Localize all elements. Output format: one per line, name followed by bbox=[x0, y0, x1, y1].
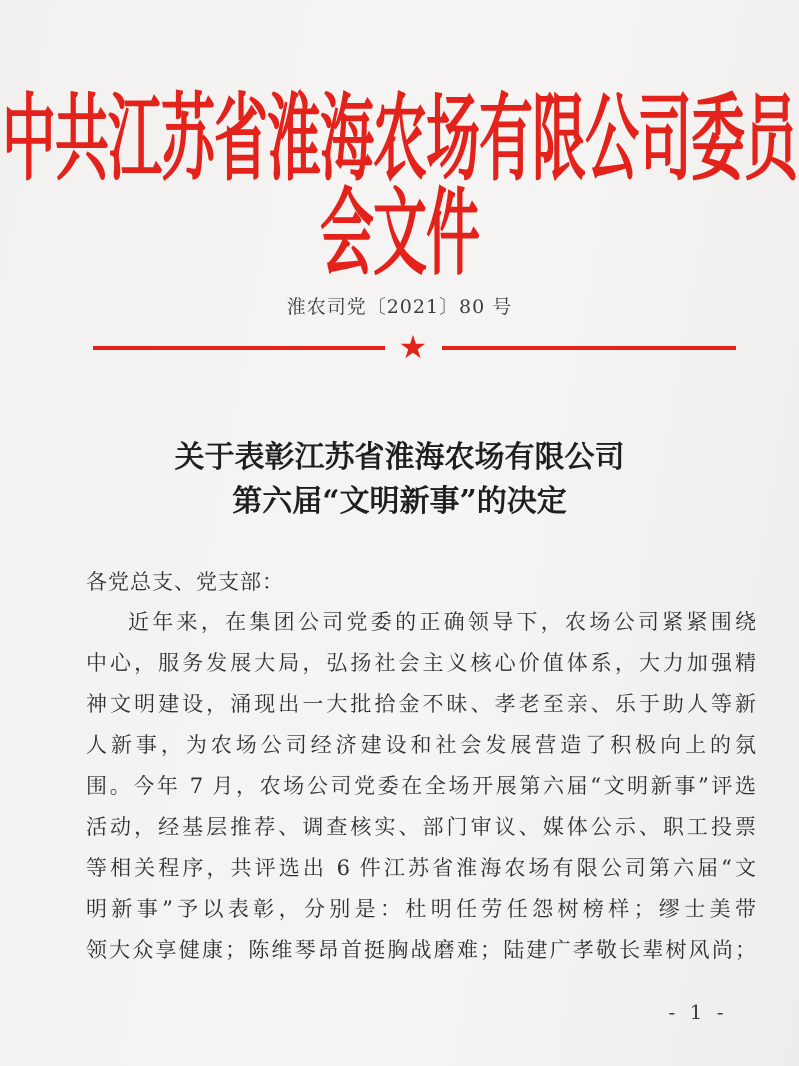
red-rule-right bbox=[442, 346, 736, 350]
document-title-line-2: 第六届“文明新事”的决定 bbox=[232, 484, 567, 519]
document-number: 淮农司党〔2021〕80 号 bbox=[286, 296, 513, 318]
document-title-line-1: 关于表彰江苏省淮海农场有限公司 bbox=[174, 440, 625, 475]
body-line: 领大众享健康；陈维琴昂首挺胸战磨难；陆建广孝敬长辈树风尚； bbox=[86, 938, 756, 962]
body-line: 近年来，在集团公司党委的正确领导下，农场公司紧紧围绕 bbox=[128, 610, 756, 634]
body-line: 等相关程序，共评选出 6 件江苏省淮海农场有限公司第六届“文 bbox=[86, 856, 756, 880]
red-rule-left bbox=[93, 346, 385, 350]
body-line: 围。今年 7 月，农场公司党委在全场开展第六届“文明新事”评选 bbox=[86, 774, 756, 798]
page-number: - 1 - bbox=[668, 1000, 728, 1024]
body-line: 神文明建设，涌现出一大批拾金不昧、孝老至亲、乐于助人等新 bbox=[86, 692, 756, 716]
masthead-title: 中共江苏省淮海农场有限公司委员会文件 bbox=[2, 83, 797, 288]
document-body bbox=[86, 562, 756, 971]
salutation: 各党总支、党支部： bbox=[86, 570, 284, 594]
body-line: 人新事，为农场公司经济建设和社会发展营造了积极向上的氛 bbox=[86, 733, 756, 757]
star-icon: ★ bbox=[398, 328, 428, 366]
body-line: 活动，经基层推荐、调查核实、部门审议、媒体公示、职工投票 bbox=[86, 815, 756, 839]
body-line: 明新事”予以表彰，分别是：杜明任劳任怨树榜样；缪士美带 bbox=[86, 897, 756, 921]
body-line: 中心，服务发展大局，弘扬社会主义核心价值体系，大力加强精 bbox=[86, 651, 756, 675]
